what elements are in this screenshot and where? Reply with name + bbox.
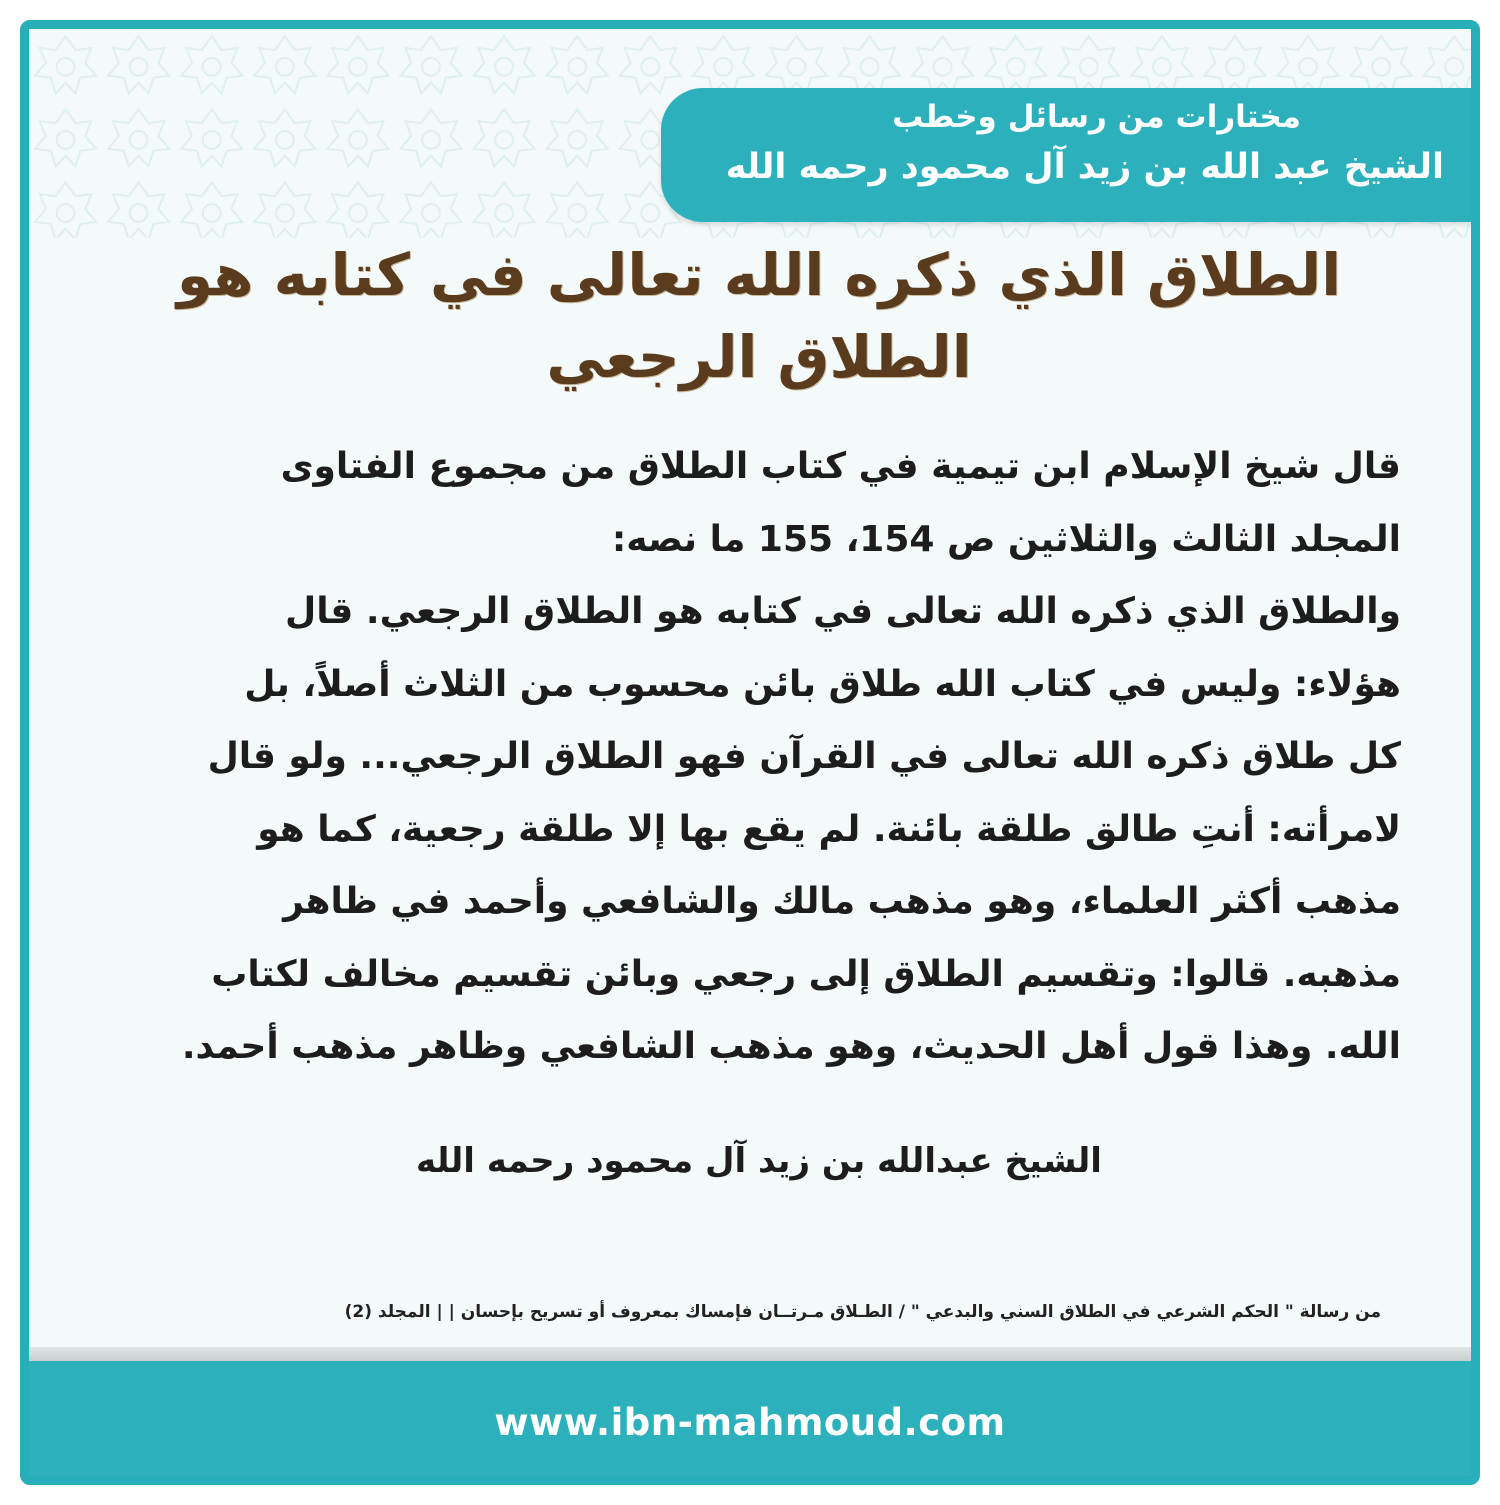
body-line: مذهبه. قالوا: وتقسيم الطلاق إلى رجعي وبائن تقسيم مخالف لكتاب bbox=[211, 953, 1401, 995]
website-link[interactable]: www.ibn-mahmoud.com bbox=[494, 1401, 1006, 1444]
body-line: المجلد الثالث والثلاثين ص 154، 155 ما نصه: bbox=[611, 518, 1401, 560]
page-frame bbox=[20, 20, 1480, 1485]
signature: الشيخ عبدالله بن زيد آل محمود رحمه الله bbox=[416, 1141, 1102, 1181]
body-line: والطلاق الذي ذكره الله تعالى في كتابه هو الطلاق الرجعي. قال bbox=[285, 591, 1401, 632]
header-series-title: مختارات من رسائل وخطب bbox=[892, 99, 1301, 135]
title-line-2: الطلاق الرجعي bbox=[546, 323, 972, 391]
body-line: الله. وهذا قول أهل الحديث، وهو مذهب الشافعي وظاهر مذهب أحمد. bbox=[181, 1026, 1401, 1067]
header-author: الشيخ عبد الله بن زيد آل محمود رحمه الله bbox=[725, 147, 1444, 187]
body-line: لامرأته: أنتِ طالق طلقة بائنة. لم يقع بها إلا طلقة رجعية، كما هو bbox=[257, 808, 1401, 850]
body-line: هؤلاء: وليس في كتاب الله طلاق بائن محسوب من الثلاث أصلاً، بل bbox=[244, 663, 1401, 705]
title-line-1: الطلاق الذي ذكره الله تعالى في كتابه هو bbox=[176, 241, 1342, 309]
body-line: كل طلاق ذكره الله تعالى في القرآن فهو الطلاق الرجعي... ولو قال bbox=[207, 736, 1401, 777]
quote-body bbox=[141, 431, 1401, 1084]
body-line: مذهب أكثر العلماء، وهو مذهب مالك والشافعي وأحمد في ظاهر bbox=[283, 881, 1401, 922]
body-line: قال شيخ الإسلام ابن تيمية في كتاب الطلاق من مجموع الفتاوى bbox=[280, 446, 1401, 487]
source-note: من رسالة " الحكم الشرعي في الطلاق السني والبدعي " / الطـلاق مـرتــان فإمساك بمعروف أو تسريح بإحسان | | المجلد (2) bbox=[344, 1302, 1381, 1322]
footer-bar bbox=[29, 1361, 1471, 1485]
page-title bbox=[109, 234, 1409, 398]
